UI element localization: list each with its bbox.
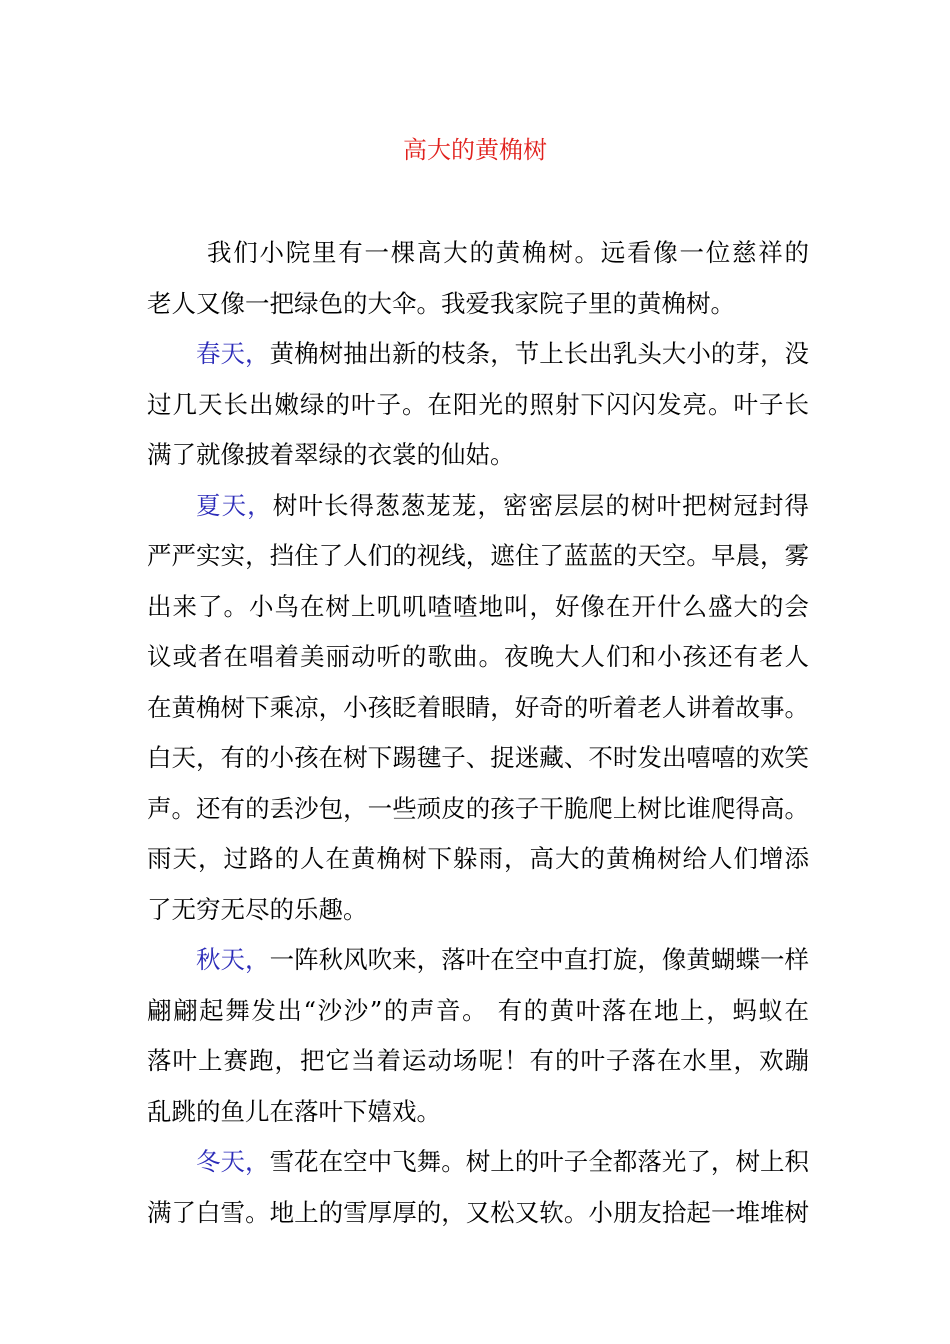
text-line: 老人又像一把绿色的大伞。我爱我家院子里的黄桷树。 xyxy=(147,288,735,318)
text-line: 过几天长出嫩绿的叶子。在阳光的照射下闪闪发亮。叶子长 xyxy=(147,389,809,419)
text-line: 白天，有的小孩在树下踢毽子、捉迷藏、不时发出嘻嘻的欢笑 xyxy=(147,743,809,772)
season-label-winter: 冬天， xyxy=(196,1147,270,1176)
text-line: 满了就像披着翠绿的衣裳的仙姑。 xyxy=(147,440,515,469)
paragraph-summer xyxy=(147,481,809,936)
document-title: 高大的黄桷树 xyxy=(403,136,547,164)
text-line: 声。还有的丢沙包，一些顽皮的孩子干脆爬上树比谁爬得高。 xyxy=(147,793,809,823)
text-line: 雨天，过路的人在黄桷树下躲雨，高大的黄桷树给人们增添 xyxy=(147,844,809,873)
text-line: 乱跳的鱼儿在落叶下嬉戏。 xyxy=(147,1096,441,1126)
document-body xyxy=(147,228,809,1238)
text-line xyxy=(147,481,809,532)
text-fragment: 树叶长得葱葱茏茏，密密层层的树叶把树冠封得 xyxy=(272,490,809,520)
text-line: 在黄桷树下乘凉，小孩眨着眼睛，好奇的听着老人讲着故事。 xyxy=(147,692,809,722)
text-line: 我们小院里有一棵高大的黄桷树。远看像一位慈祥的 xyxy=(207,238,809,267)
text-line: 落叶上赛跑，把它当着运动场呢！有的叶子落在水里，欢蹦 xyxy=(147,1046,809,1075)
text-fragment: 黄桷树抽出新的枝条，节上长出乳头大小的芽，没 xyxy=(269,339,809,368)
text-line xyxy=(147,1137,809,1188)
text-line: 翩翩起舞发出“沙沙”的声音。 有的黄叶落在地上，蚂蚁在 xyxy=(147,995,809,1025)
season-label-autumn: 秋天， xyxy=(196,945,270,974)
text-line: 严严实实，挡住了人们的视线，遮住了蓝蓝的天空。早晨，雾 xyxy=(147,541,809,570)
text-fragment: 雪花在空中飞舞。树上的叶子全都落光了，树上积 xyxy=(269,1147,809,1176)
text-line: 出来了。小鸟在树上叽叽喳喳地叫，好像在开什么盛大的会 xyxy=(147,591,809,621)
paragraph-winter xyxy=(147,1137,809,1238)
text-line: 了无穷无尽的乐趣。 xyxy=(147,894,368,924)
season-label-spring: 春天， xyxy=(196,339,270,368)
paragraph-autumn xyxy=(147,935,809,1137)
text-line: 议或者在唱着美丽动听的歌曲。夜晚大人们和小孩还有老人 xyxy=(147,642,809,671)
paragraph-spring xyxy=(147,329,809,481)
season-label-summer: 夏天， xyxy=(196,490,273,520)
text-line xyxy=(147,329,809,380)
text-line: 满了白雪。地上的雪厚厚的，又松又软。小朋友拾起一堆堆树 xyxy=(147,1197,809,1227)
text-fragment: 一阵秋风吹来，落叶在空中直打旋，像黄蝴蝶一样 xyxy=(269,945,809,974)
text-line xyxy=(147,935,809,986)
paragraph-intro xyxy=(147,228,809,329)
